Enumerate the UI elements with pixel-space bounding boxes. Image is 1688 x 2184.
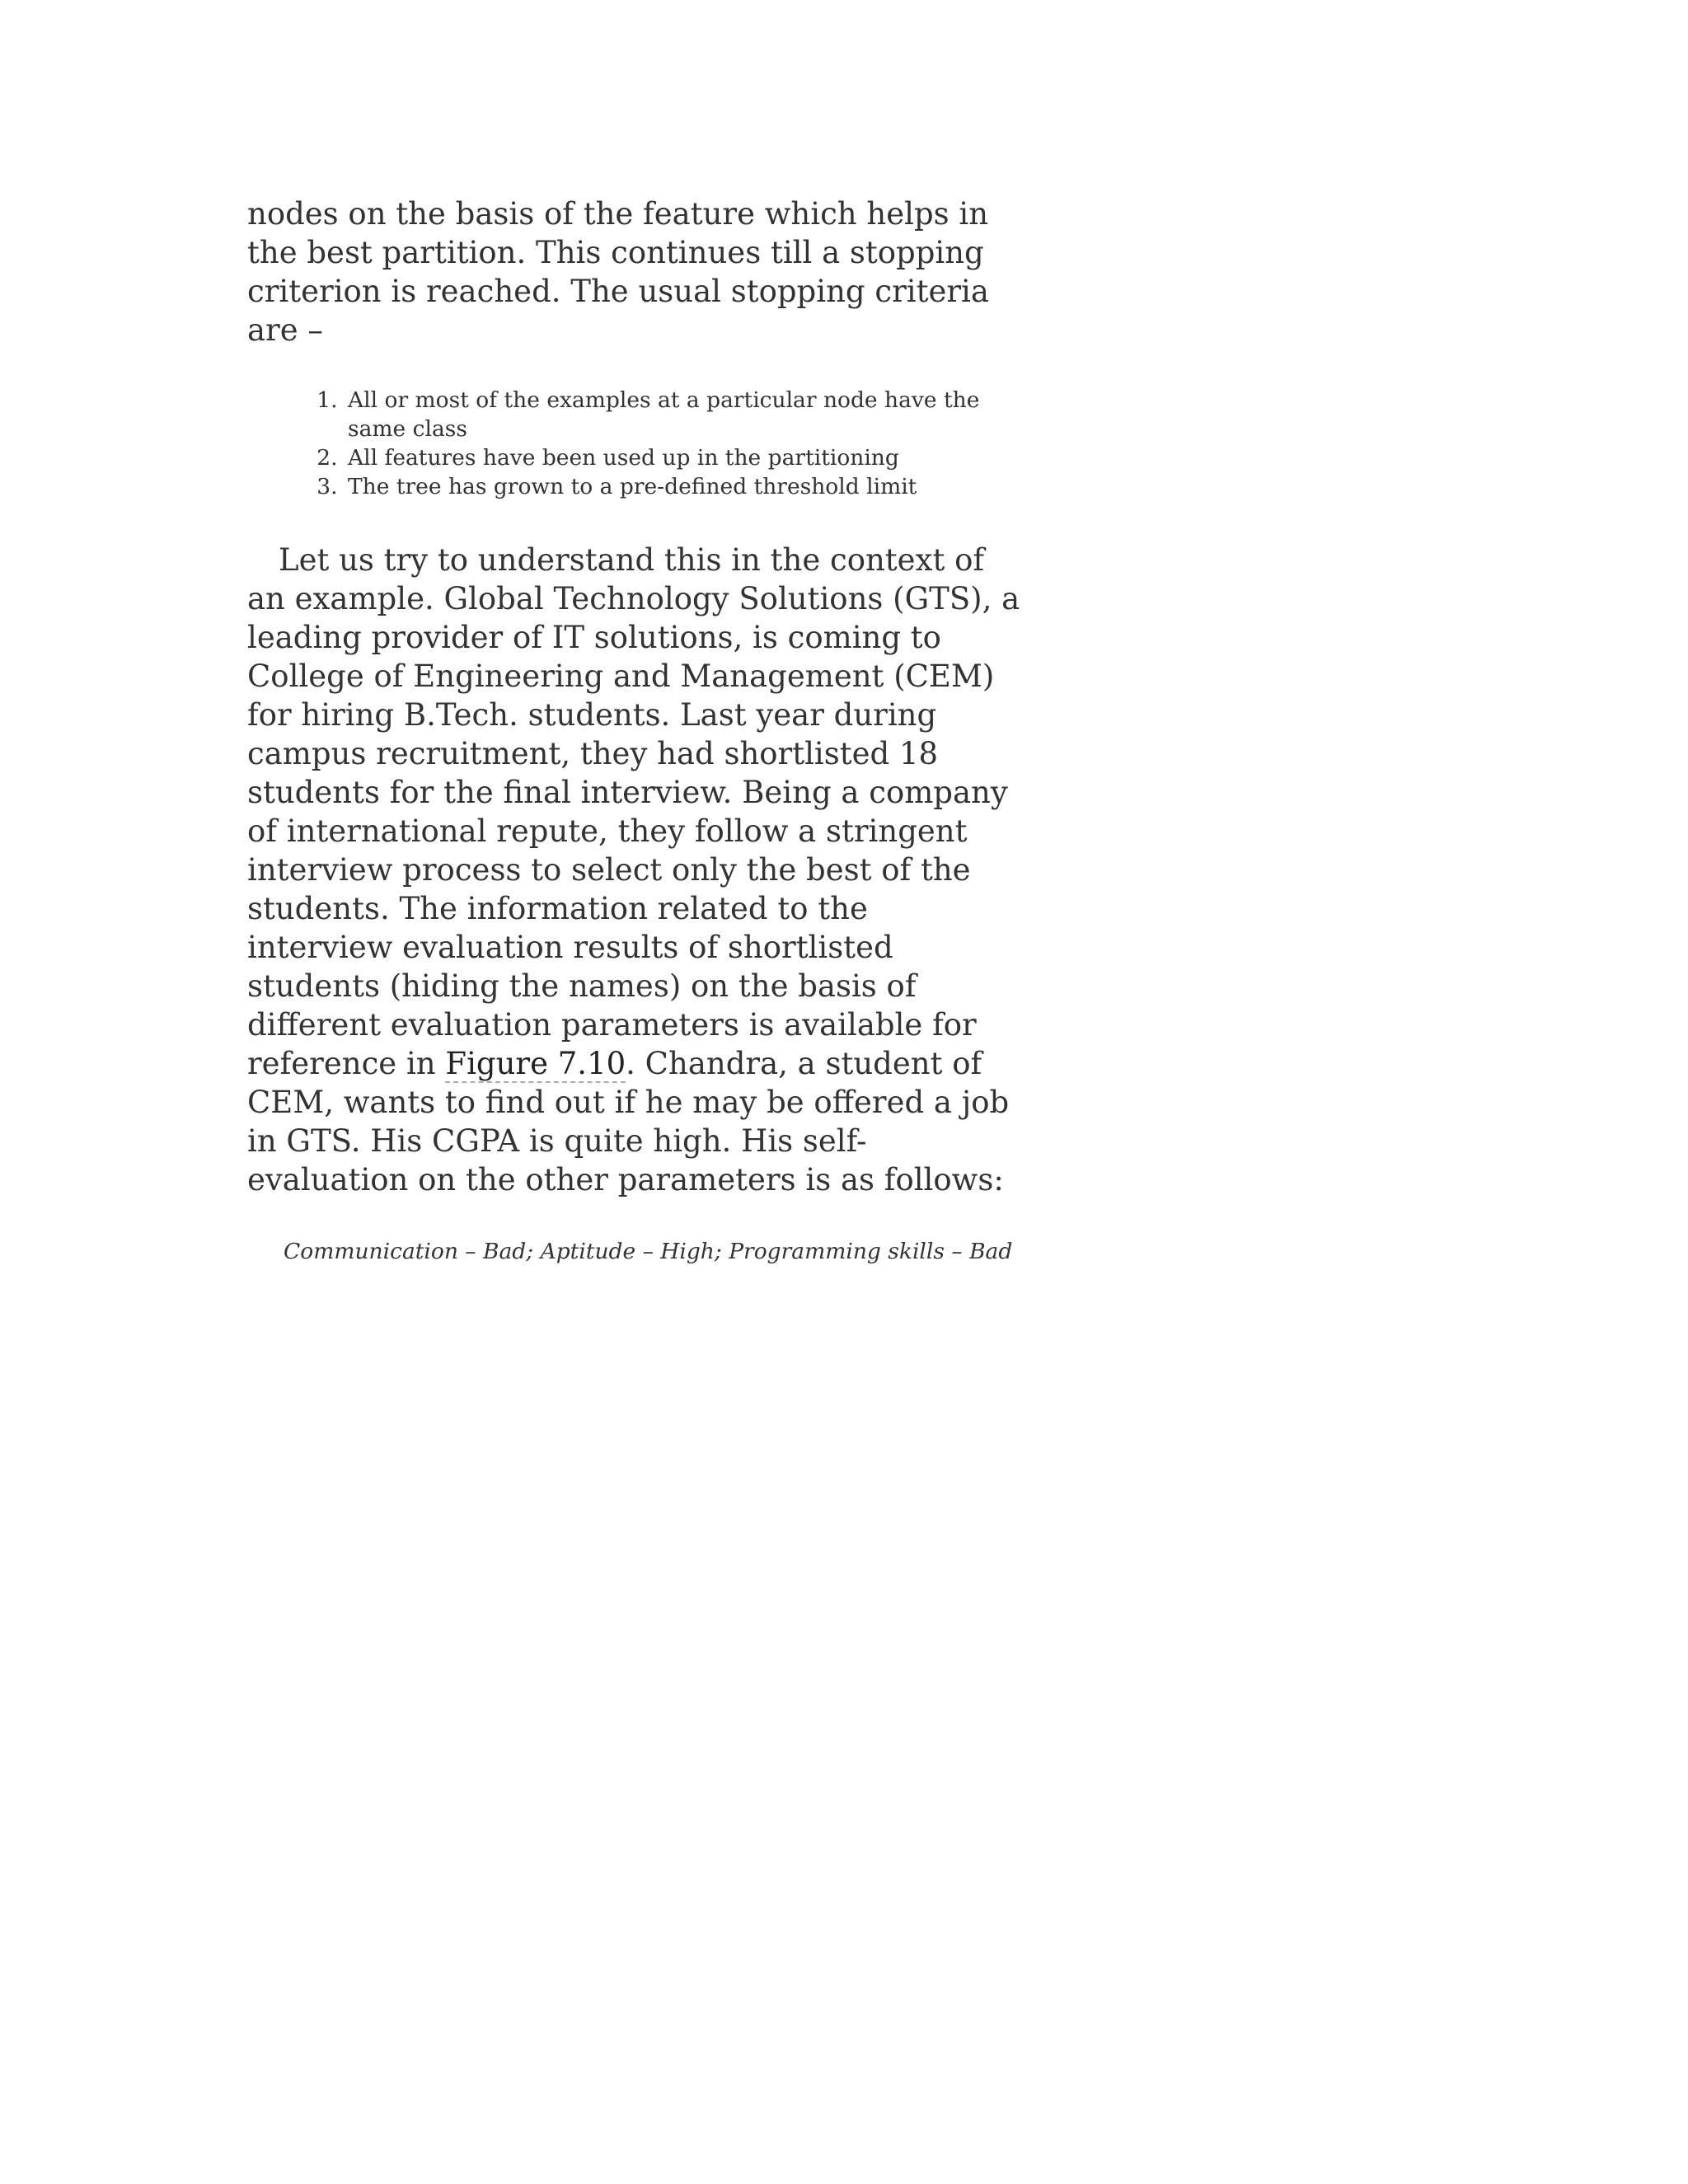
list-item: 2. All features have been used up in the partitioning [345, 443, 1022, 472]
list-item: 3. The tree has grown to a pre-defined threshold limit [345, 472, 1022, 501]
example-paragraph [247, 541, 1022, 1199]
example-text-before-link: Let us try to understand this in the context of an example. Global Technology Solutions (GTS), a leading provider of IT solutions, is coming to College of Engineering and Management (CEM) for hiring B.Tech. students. Last year during campus recruitment, they had shortlisted 18 students for the final interview. Being a company of international repute, they follow a stringent interview process to select only the best of the students. The information related to the interview evaluation results of shortlisted students (hiding the names) on the basis of different evaluation parameters is available for reference in [247, 542, 1020, 1081]
list-item: 1. All or most of the examples at a particular node have the same class [345, 386, 1022, 443]
figure-link[interactable]: Figure 7.10 [445, 1046, 626, 1081]
document-page [247, 194, 1022, 1266]
stopping-criteria-list [247, 386, 1022, 501]
example-text-after-link: . Chandra, a student of CEM, wants to find out if he may be offered a job in GTS. His CGPA is quite high. His self-evaluation on the other parameters is as follows: [247, 1046, 1010, 1197]
intro-paragraph: nodes on the basis of the feature which helps in the best partition. This continues till a stopping criterion is reached. The usual stopping criteria are – [247, 196, 989, 348]
self-evaluation-line: Communication – Bad; Aptitude – High; Programming skills – Bad [284, 1239, 1013, 1264]
